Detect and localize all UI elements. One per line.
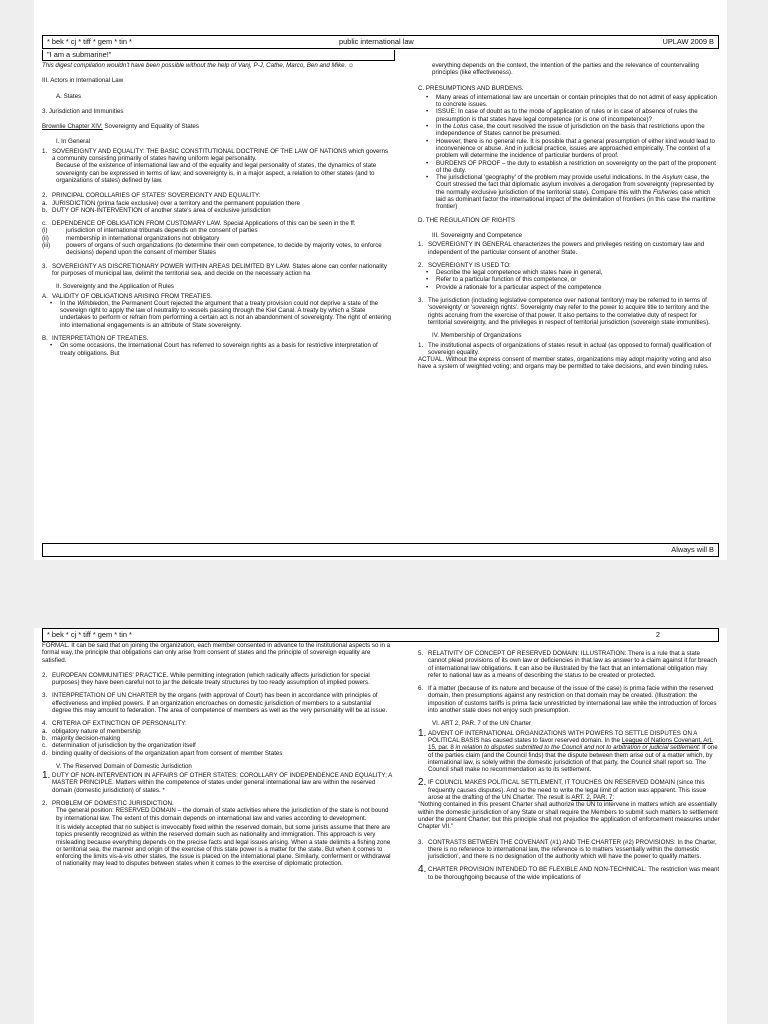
- bullet-item: • BURDENS OF PROOF – the duty to establish a restriction on sovereignty on the part of the proponent of the duty.: [426, 159, 716, 174]
- list-item: 4. CRITERIA OF EXTINCTION OF PERSONALITY:: [42, 720, 187, 728]
- subsection-heading: I. In General: [56, 138, 91, 146]
- list-item: 2. PROBLEM OF DOMESTIC JURISDICTION.: [42, 800, 174, 808]
- thanks-note: This digest compilation wouldn't have been possible without the help of Vanj, P-J, Cathe, Marco, Ben and Mike. ☺: [42, 62, 355, 69]
- header-authors: * bek * cj * tiff * gem * tin *: [47, 630, 132, 639]
- page-subheader: [42, 50, 395, 61]
- list-item: 2. IF COUNCIL MAKES POLITICAL SETTLEMENT, IT TOUCHES ON RESERVED DOMAIN (since this frequently causes disputes). And so the need to write the legal limit of action was apparent. This issue arose at the drafting of the UN Charter. The result is ART. 2, PAR. 7:: [418, 777, 707, 802]
- list-item: 3. CONTRASTS BETWEEN THE COVENANT (#1) AND THE CHARTER (#2) PROVISIONS: In the Charter, there is no reference to international law, the reference is to matters 'essentially within the domestic jurisdiction', and there is no designation of the authority which will have the power to qualify matters.: [418, 838, 717, 861]
- bullet-item: • Many areas of international law are uncertain or contain principles that do not admit of easy application to concrete issues.: [426, 93, 718, 109]
- page-header: [42, 35, 719, 49]
- list-item: (iii) powers of organs of such organizations (to determine their own competence, to decide by majority votes, to enforce decisions) depend upon the consent of member States: [42, 242, 382, 257]
- bullet-item: • In the Wimbledon, the Permanent Court rejected the argument that a treaty provision could not deprive a state of the sovereign right to apply the law of neutrality to vessels passing through the Kiel Canal. A treaty by which a State undertakes to perform or refrain from performing a certain act is not an abandonment of sovereignty. The right of entering into international engagements is an attribute of State sovereignty.: [50, 299, 391, 329]
- chapter-title: Brownlie Chapter XIV: Sovereignty and Equality of States: [42, 123, 199, 131]
- list-item: 1. SOVEREIGNTY IN GENERAL characterizes the powers and privileges resting on customary law and independent of the particular consent of another State.: [418, 241, 705, 256]
- section-heading: D. THE REGULATION OF RIGHTS: [418, 216, 516, 224]
- list-item: A. VALIDITY OF OBLIGATIONS ARISING FROM TREATIES.: [42, 292, 213, 300]
- list-item: 2. EUROPEAN COMMUNITIES' PRACTICE. While permitting integration (which radically affects jurisdiction for special purposes) they have been careful not to jar the delicate treaty structures by too ready assumption of implied powers.: [42, 671, 370, 687]
- list-item: (i) jurisdiction of international tribunals depends on the consent of parties: [42, 227, 258, 235]
- page-header: [42, 628, 719, 642]
- paragraph: Because of the existence of international law and of the equality and legal personality of states, the dynamics of state sovereignty can be expressed in terms of law; and sovereignty is, in a major aspect, a relation to other states (and to organizations of states) defined by law.: [56, 162, 377, 184]
- bullet-item: • Provide a rationale for a particular aspect of the competence: [426, 283, 602, 291]
- list-item: B. INTERPRETATION OF TREATIES.: [42, 335, 149, 343]
- list-item: (ii) membership in international organizations not obligatory: [42, 234, 220, 242]
- list-item: a. obligatory nature of membership: [42, 727, 141, 735]
- list-item: c. DEPENDENCE OF OBLIGATION FROM CUSTOMARY LAW. Special Applications of this can be seen in the ff:: [42, 220, 356, 228]
- subsection-heading: V. The Reserved Domain of Domestic Jurisdiction: [56, 762, 192, 770]
- header-subject: public international law: [339, 37, 414, 46]
- list-item: b. DUTY OF NON-INTERVENTION of another state's area of exclusive jurisdiction: [42, 206, 271, 214]
- section-heading: A. States: [56, 92, 82, 100]
- list-item: 6. If a matter (because of its nature and because of the issue of the case) is prima facie within the reserved domain, then presumptions against any restriction on that domain may be created. (Illustration: the imposition of customs tariffs is prima facie unrestricted by international law while the introduction of forces into another state does not enjoy such presumption.: [418, 685, 717, 715]
- list-item: 1. DUTY OF NON-INTERVENTION IN AFFAIRS OF OTHER STATES: COROLLARY OF INDEPENDENCE AND EQUALITY; A MASTER PRINCIPLE. Matters within the competence of states under general international law are within the reserved domain (domestic jurisdiction) of states. *: [42, 770, 392, 794]
- right-column: [418, 650, 720, 881]
- right-column: [418, 62, 720, 373]
- subsection-heading: VI. ART 2, PAR. 7 of the UN Charter: [432, 720, 532, 728]
- section-heading: C. PRESUMPTIONS AND BURDENS.: [418, 84, 524, 92]
- list-item: 2. SOVEREIGNTY IS USED TO:: [418, 261, 511, 269]
- list-item: a. JURISDICTION (prima facie exclusive) over a territory and the permanent population there: [42, 199, 300, 207]
- bullet-item: • On some occasions, the International Court has referred to sovereign rights as a basis for restrictive interpretation of treaty obligations. But: [50, 342, 378, 357]
- list-item: 3. SOVEREIGNTY AS DISCRETIONARY POWER WITHIN AREAS DELIMITED BY LAW. States alone can confer nationality for purposes of municipal law, delimit the territorial sea, and decide on the necessary action ha: [42, 262, 387, 277]
- left-column: [42, 62, 392, 357]
- list-item: 3. The jurisdiction (including legislative competence over national territory) may be referred to in terms of 'sovereignty' or 'sovereign rights'. Sovereignty may refer to the power to acquire title to territory and the rights accruing from the exercise of that power. It also pertains to the correlative duty of respect for territorial sovereignty, and the privileges in respect of territorial jurisdiction (sovereign state immunities).: [418, 297, 710, 326]
- page-two: [34, 628, 727, 1024]
- page-one: [34, 0, 727, 560]
- bullet-item: • However, there is no general rule. It is possible that a general presumption of either kind would lead to inconvenience or abuse. And in judicial practice, issues are approached empirically. The context of a problem will determine the incidence of particular burdens of proof.: [426, 137, 715, 160]
- list-item: b. majority decision-making: [42, 734, 121, 742]
- section-heading: 3. Jurisdiction and Immunities: [42, 107, 124, 115]
- bullet-item: • In the Lotus case, the court resolved the issue of jurisdiction on the basis that restrictions upon the independence of States cannot be presumed.: [426, 123, 705, 138]
- left-column: [42, 642, 392, 870]
- list-item: 1. SOVEREIGNTY AND EQUALITY: THE BASIC CONSTITUTIONAL DOCTRINE OF THE LAW OF NATIONS which governs a community consisting primarily of states having uniform legal personality.: [42, 147, 389, 163]
- subheader-quote: "I am a submarine!": [47, 50, 112, 59]
- list-item: 1. ADVENT OF INTERNATIONAL ORGANIZATIONS WITH POWERS TO SETTLE DISPUTES ON A POLITICAL BASIS has caused states to favor reserved domain. In the League of Nations Covenant, Art. 15, par. 8 in relation to disputes submitted to the Council and not to arbitration or judicial settlement: If one of the parties claim (and the Council finds) that the dispute between them arise out of a matter which, by international law, is solely within the domestic jurisdiction of that party, the Council shall report so. The Council shall make no recommendation as to its settlement.: [418, 727, 718, 774]
- list-item: d. binding quality of decisions of the organization apart from consent of member States: [42, 749, 283, 757]
- subsection-heading: IV. Membership of Organizations: [432, 332, 522, 340]
- list-item: 1. The institutional aspects of organizations of states result in actual (as opposed to formal) qualification of sovereign equality.: [418, 341, 712, 356]
- page-number: 2: [655, 630, 660, 639]
- list-item: c. determination of jurisdiction by the organization itself: [42, 742, 196, 750]
- header-course: UPLAW 2009 B: [662, 37, 714, 46]
- list-item: 2. PRINCIPAL COROLLARIES OF STATES' SOVEREIGNTY AND EQUALITY:: [42, 192, 261, 200]
- bullet-item: • Describe the legal competence which states have in general,: [426, 269, 603, 277]
- list-item: 4. CHARTER PROVISION INTENDED TO BE FLEXIBLE AND NON-TECHNICAL: The restriction was meant to be thoroughgoing because of the wide implications of: [418, 864, 720, 881]
- page-footer: [42, 543, 719, 557]
- paragraph: ACTUAL. Without the express consent of member states, organizations may adopt majority voting and also have a system of weighted voting; and organs may be permitted to take decisions, and even binding rules.: [418, 356, 712, 371]
- bullet-item: • Refer to a particular function of this competence, or: [426, 276, 577, 284]
- bullet-item: • The jurisdictional 'geography' of the problem may provide useful indications. In the Asylum case, the Court stressed the fact that diplomatic asylum involves a derogation from sovereignty (represented by the normally exclusive jurisdiction of the territorial state). Compare this with the Fisheries case which laid as dominant factor the international impact of the delimitation of frontiers (in this case the maritime frontier): [426, 174, 716, 211]
- list-item: 5. RELATIVITY OF CONCEPT OF RESERVED DOMAIN: ILLUSTRATION: There is a rule that a state cannot plead provisions of its own law or deficiencies in that law as answer to a claim against it for breach of international law obligations. It can also be illustrated by the fact that an international obligation may refer to national law as a means of describing the status to be created or protected.: [418, 650, 717, 679]
- paragraph: everything depends on the context, the intention of the parties and the relevance of countervailing principles (like effectiveness).: [432, 62, 699, 77]
- charter-quote: "Nothing contained in this present Charter shall authorize the UN to intervene in matters which are essentially within the domestic jurisdiction of any State or shall require the Members to submit such matters to settlement under the present Charter; but this principle shall not prejudice the application of enforcement measures under Chapter VII.": [418, 801, 720, 831]
- bullet-item: • ISSUE: In case of doubt as to the mode of application of rules or in case of absence of rules the presumption is that states have legal competence (or is one of incompetence)?: [426, 108, 698, 123]
- subsection-heading: II. Sovereignty and the Application of Rules: [56, 283, 174, 291]
- section-heading: III. Actors in International Law: [42, 77, 124, 85]
- header-authors: * bek * cj * tiff * gem * tin *: [47, 37, 132, 46]
- paragraph: FORMAL. It can be said that on joining the organization, each member consented in advance to the institutional aspects so in a formal way, the principle that obligations can only arise from consent of states and the principle of sovereign equality are satisfied.: [42, 642, 391, 664]
- list-item: 3. INTERPRETATION OF UN CHARTER by the organs (with approval of Court) has been in accordance with principles of effectiveness and implied powers. If an organization encroaches on domestic jurisdiction of members to a substantial degree this may amount to federation. The area of competence of members as well as the very personality will be at issue.: [42, 692, 388, 715]
- subsection-heading: III. Sovereignty and Competence: [432, 231, 523, 239]
- paragraph: The general position: RESERVED DOMAIN – the domain of state activities where the jurisdiction of the state is not bound by international law. The extent of this domain depends on international law and varies according to development.: [56, 807, 389, 822]
- footer-text: Always will B: [671, 545, 714, 554]
- paragraph: It is widely accepted that no subject is irrevocably fixed within the reserved domain, but some jurists assume that there are topics presently recognized as within the reserved domain such as nationality and immigration. This approach is very misleading because everything depends on the precise facts and legal issues arising. When a state delimits a fishing zone or territorial sea, the manner and origin of the exercise of this state power is a matter for the state. But when it comes to enforcing the limits vis-à-vis other states, the issue is placed on the international plane. Similarly, conferment or withdrawal of nationality may lead to disputes between states when it comes to the exercise of diplomatic protection.: [56, 823, 391, 868]
